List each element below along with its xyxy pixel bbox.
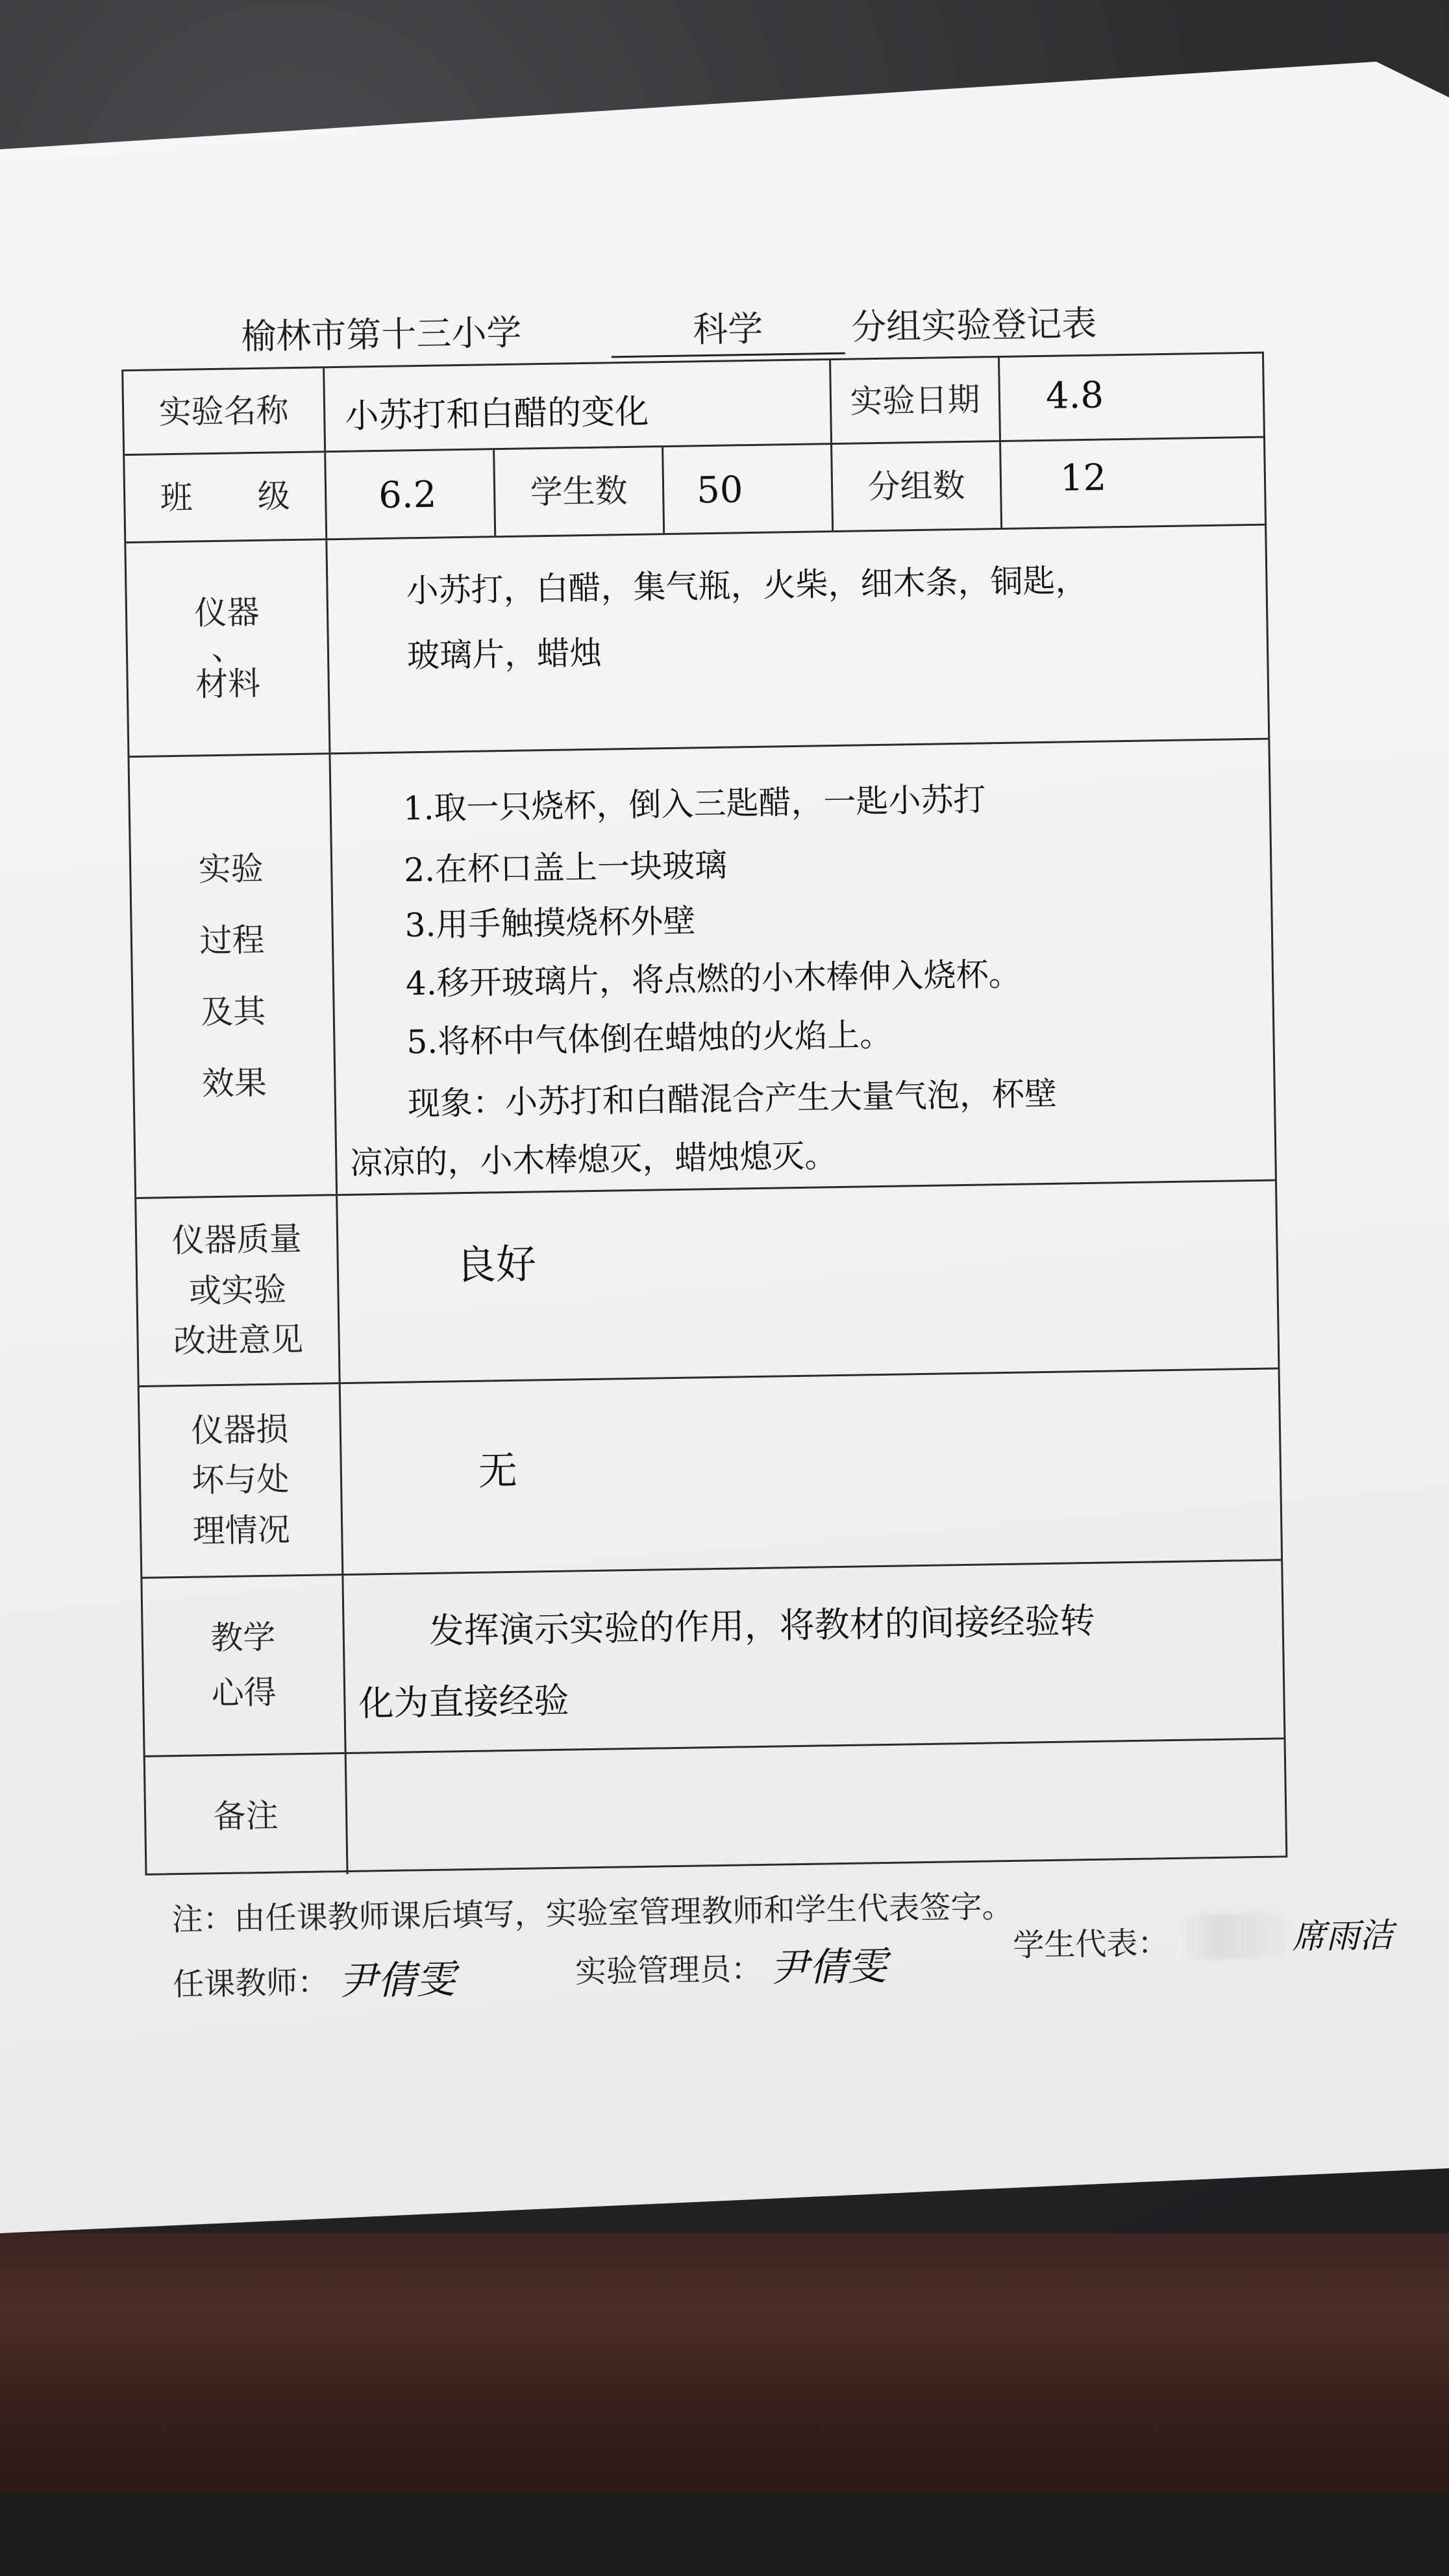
label-quality bbox=[136, 1196, 340, 1385]
value-student-count-cell bbox=[663, 445, 834, 533]
label-teaching-line2: 心得 bbox=[211, 1673, 277, 1713]
value-instruments-line2: 玻璃片，蜡烛 bbox=[406, 634, 602, 675]
label-experiment-date: 实验日期 bbox=[831, 358, 1001, 443]
label-damage-line1: 仪器损 bbox=[190, 1410, 289, 1450]
value-damage-cell bbox=[341, 1369, 1285, 1574]
process-step-5: 5.将杯中气体倒在蜡烛的火焰上。 bbox=[406, 1015, 893, 1061]
row-quality bbox=[136, 1181, 1278, 1387]
label-instruments-line2: 、 bbox=[210, 628, 244, 667]
school-name: 榆林市第十三小学 bbox=[240, 312, 522, 358]
form-title-suffix: 分组实验登记表 bbox=[850, 303, 1097, 348]
value-experiment-name-cell bbox=[325, 360, 832, 451]
value-class-cell bbox=[326, 450, 496, 538]
value-teaching-line2: 化为直接经验 bbox=[358, 1679, 569, 1724]
teacher-label: 任课教师： bbox=[172, 1964, 329, 2003]
floor-strip bbox=[0, 2493, 1449, 2576]
lab-manager-signature: 尹倩雯 bbox=[769, 1943, 887, 1991]
value-instruments-cell bbox=[327, 525, 1272, 752]
label-experiment-name: 实验名称 bbox=[123, 368, 326, 454]
label-process-line3: 及其 bbox=[200, 992, 266, 1031]
label-process-line4: 效果 bbox=[201, 1063, 267, 1102]
label-damage bbox=[140, 1384, 344, 1577]
value-group-count: 12 bbox=[1059, 456, 1107, 500]
label-damage-line3: 理情况 bbox=[192, 1511, 291, 1550]
redacted-area bbox=[1175, 1913, 1286, 1960]
form-table bbox=[121, 352, 1287, 1876]
label-quality-line1: 仪器质量 bbox=[171, 1220, 303, 1260]
label-quality-line2: 或实验 bbox=[188, 1270, 287, 1310]
teacher-signature: 尹倩雯 bbox=[338, 1957, 456, 2005]
label-process bbox=[130, 754, 338, 1197]
label-student-count: 学生数 bbox=[495, 447, 665, 536]
student-rep-signature: 席雨洁 bbox=[1291, 1916, 1394, 1957]
label-group-count: 分组数 bbox=[832, 442, 1002, 530]
value-quality: 良好 bbox=[455, 1240, 537, 1289]
signature-row bbox=[172, 1916, 1407, 2024]
value-quality-cell bbox=[338, 1181, 1282, 1382]
row-damage bbox=[140, 1369, 1281, 1579]
value-experiment-name: 小苏打和白醋的变化 bbox=[344, 392, 649, 436]
process-step-3: 3.用手触摸烧杯外壁 bbox=[404, 902, 696, 945]
row-instruments bbox=[126, 526, 1268, 758]
value-remarks-cell bbox=[347, 1739, 1290, 1874]
label-instruments-line1: 仪器 bbox=[194, 593, 260, 632]
process-step-2: 2.在杯口盖上一块玻璃 bbox=[403, 846, 728, 889]
process-step-4: 4.移开玻璃片，将点燃的小木棒伸入烧杯。 bbox=[405, 955, 1022, 1003]
value-teaching-cell bbox=[343, 1561, 1287, 1752]
value-group-count-cell bbox=[1001, 438, 1269, 527]
value-student-count: 50 bbox=[696, 469, 743, 512]
label-remarks: 备注 bbox=[145, 1754, 349, 1877]
label-process-line2: 过程 bbox=[199, 921, 265, 960]
student-rep-label: 学生代表： bbox=[1012, 1925, 1169, 1964]
row-remarks bbox=[145, 1739, 1286, 1877]
process-observation-line1: 现象：小苏打和白醋混合产生大量气泡，杯壁 bbox=[407, 1074, 1058, 1123]
label-instruments-line3: 材料 bbox=[195, 664, 261, 703]
label-process-line1: 实验 bbox=[198, 849, 264, 888]
row-teaching bbox=[142, 1561, 1283, 1757]
label-instruments bbox=[126, 540, 330, 756]
label-teaching bbox=[142, 1576, 346, 1755]
value-experiment-date: 4.8 bbox=[1045, 374, 1104, 417]
value-process-cell bbox=[330, 739, 1278, 1194]
value-class: 6.2 bbox=[378, 473, 437, 517]
label-class: 班 级 bbox=[125, 452, 327, 541]
value-damage: 无 bbox=[478, 1448, 518, 1494]
value-instruments-line1: 小苏打，白醋，集气瓶，火柴，细木条，铜匙， bbox=[406, 561, 1088, 610]
label-teaching-line1: 教学 bbox=[210, 1618, 276, 1657]
process-step-1: 1.取一只烧杯，倒入三匙醋，一匙小苏打 bbox=[402, 780, 986, 828]
row-process bbox=[130, 740, 1275, 1199]
lab-manager-label: 实验管理员： bbox=[575, 1951, 763, 1990]
wood-table-edge bbox=[0, 2233, 1449, 2493]
process-observation-line2: 凉凉的，小木棒熄灭，蜡烛熄灭。 bbox=[349, 1137, 837, 1182]
label-quality-line3: 改进意见 bbox=[173, 1320, 304, 1361]
subject-name: 科学 bbox=[611, 300, 845, 358]
value-experiment-date-cell bbox=[1000, 354, 1267, 440]
label-damage-line2: 坏与处 bbox=[192, 1460, 290, 1500]
footer-note: 注：由任课教师课后填写，实验室管理教师和学生代表签字。 bbox=[171, 1888, 1013, 1938]
value-teaching-line1: 发挥演示实验的作用，将教材的间接经验转 bbox=[428, 1600, 1096, 1652]
